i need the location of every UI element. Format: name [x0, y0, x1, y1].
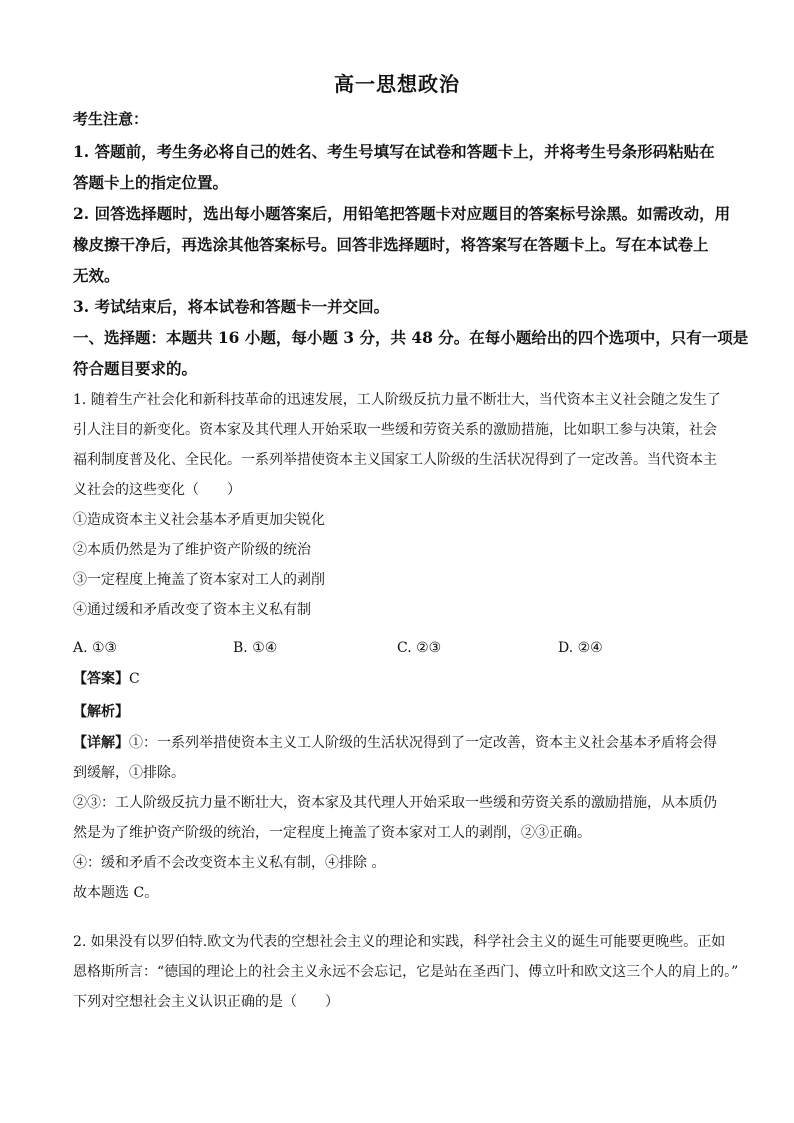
section-heading: 一、选择题：本题共 16 小题，每小题 3 分，共 48 分。在每小题给出的四个选项中，只有一项是: [73, 328, 749, 347]
explanation-line: 故本题选 C。: [73, 885, 159, 901]
question-1: [73, 385, 725, 625]
notice-section: [73, 136, 749, 384]
detail-label: 【详解】: [73, 735, 129, 751]
question-stem-line: 下列对空想社会主义认识正确的是（ ）: [73, 994, 339, 1010]
question-stem-line: 恩格斯所言：“德国的理论上的社会主义永远不会忘记，它是站在圣西门、傅立叶和欧文这三个人的肩上的。”: [73, 964, 739, 980]
notice-line: 无效。: [73, 266, 120, 285]
section-heading: 符合题目要求的。: [73, 359, 198, 378]
statement: ②本质仍然是为了维护资产阶级的统治: [73, 542, 311, 558]
statement: ④通过缓和矛盾改变了资本主义私有制: [73, 602, 311, 618]
explanation-line: 然是为了维护资产阶级的统治，一定程度上掩盖了资本家对工人的剥削，②③正确。: [73, 825, 591, 841]
question-2: [73, 927, 739, 1017]
notice-line: 3. 考试结束后，将本试卷和答题卡一并交回。: [73, 297, 390, 316]
question-stem-line: 1. 随着生产社会化和新科技革命的迅速发展，工人阶级反抗力量不断壮大，当代资本主义社会随之发生了: [73, 392, 721, 408]
answer-label: 【答案】: [73, 671, 129, 687]
option-c: C. ②③: [397, 640, 442, 656]
analysis-line: [73, 697, 725, 727]
explanation-line: 到缓解，①排除。: [73, 765, 185, 781]
question-stem-line: 义社会的这些变化（ ）: [73, 482, 241, 498]
explanation: [73, 728, 725, 908]
question-stem-line: 引人注目的新变化。资本家及其代理人开始采取一些缓和劳资关系的激励措施，比如职工参与决策，社会: [73, 422, 717, 438]
explanation-line: 【详解】①：一系列举措使资本主义工人阶级的生活状况得到了一定改善，资本主义社会基本矛盾将会得: [73, 735, 717, 751]
statement: ①造成资本主义社会基本矛盾更加尖锐化: [73, 512, 325, 528]
notice-heading: 考生注意：: [73, 110, 149, 128]
answer-value: C: [129, 671, 140, 687]
option-b: B. ①④: [233, 640, 278, 656]
page-title: 高一思想政治: [334, 72, 460, 96]
answer-line: [73, 664, 725, 694]
option-d: D. ②④: [558, 640, 603, 656]
notice-line: 1. 答题前，考生务必将自己的姓名、考生号填写在试卷和答题卡上，并将考生号条形码粘贴在: [73, 142, 715, 161]
question-stem-line: 福利制度普及化、全民化。一系列举措使资本主义国家工人阶级的生活状况得到了一定改善。当代资本主: [73, 452, 717, 468]
analysis-label: 【解析】: [73, 704, 129, 720]
option-a: A. ①③: [73, 640, 118, 656]
notice-line: 答题卡上的指定位置。: [73, 173, 229, 192]
statement: ③一定程度上掩盖了资本家对工人的剥削: [73, 572, 325, 588]
notice-line: 橡皮擦干净后，再选涂其他答案标号。回答非选择题时，将答案写在答题卡上。写在本试卷上: [73, 235, 709, 254]
notice-line: 2. 回答选择题时，选出每小题答案后，用铅笔把答题卡对应题目的答案标号涂黑。如需改动，用: [73, 204, 731, 223]
explanation-line: ④：缓和矛盾不会改变资本主义私有制，④排除 。: [73, 855, 386, 871]
explanation-line: ②③：工人阶级反抗力量不断壮大，资本家及其代理人开始采取一些缓和劳资关系的激励措施，从本质仍: [73, 795, 717, 811]
question-stem-line: 2. 如果没有以罗伯特.欧文为代表的空想社会主义的理论和实践，科学社会主义的诞生可能要更晚些。正如: [73, 934, 726, 950]
